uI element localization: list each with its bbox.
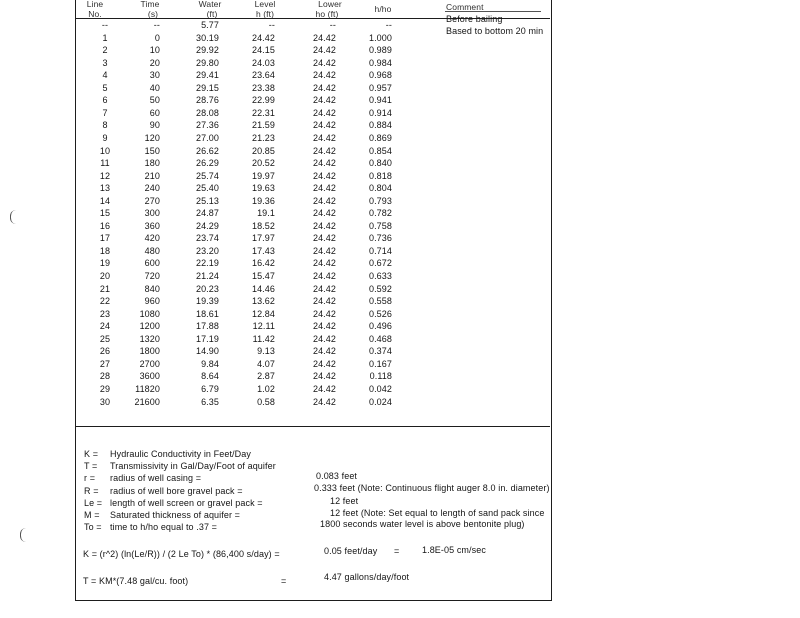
cell-ratio: 0.672 bbox=[368, 258, 392, 269]
cell-line: 13 bbox=[99, 183, 111, 194]
cell-lower: 24.42 bbox=[312, 120, 336, 131]
cell-water: 26.29 bbox=[195, 158, 219, 169]
cell-water: 6.35 bbox=[201, 396, 219, 407]
cell-lower: 24.42 bbox=[312, 70, 336, 81]
cell-level: 23.38 bbox=[251, 82, 275, 93]
cell-level: -- bbox=[268, 20, 275, 30]
cell-time: 180 bbox=[144, 158, 160, 169]
cell-lower: 24.42 bbox=[312, 145, 336, 156]
cell-line: 6 bbox=[102, 95, 108, 106]
cell-line: 19 bbox=[99, 258, 111, 269]
cell-water: 26.62 bbox=[195, 145, 219, 156]
cell-water: 29.15 bbox=[195, 82, 219, 93]
col-header-level: Level bbox=[254, 0, 276, 9]
definition-text: Hydraulic Conductivity in Feet/Day bbox=[110, 449, 251, 459]
comment-1: Before bailing bbox=[446, 14, 503, 24]
col-header-level-unit: h (ft) bbox=[255, 9, 275, 19]
cell-lower: 24.42 bbox=[312, 358, 336, 369]
cell-line: 25 bbox=[99, 333, 111, 344]
col-header-comment: Comment bbox=[446, 2, 484, 12]
cell-level: 19.63 bbox=[251, 183, 275, 194]
cell-ratio: 0.468 bbox=[368, 333, 392, 344]
cell-lower: 24.42 bbox=[312, 95, 336, 106]
cell-ratio: -- bbox=[385, 20, 392, 30]
cell-lower: 24.42 bbox=[312, 296, 336, 307]
definition-symbol: Le = bbox=[84, 497, 103, 508]
cell-ratio: 0.818 bbox=[368, 170, 392, 181]
k-value: 0.05 feet/day bbox=[324, 546, 378, 556]
k-formula: K = (r^2) (ln(Le/R)) / (2 Le To) * (86,400 s/day) = bbox=[83, 549, 280, 559]
def-value-r: 0.083 feet bbox=[316, 471, 358, 481]
cell-lower: 24.42 bbox=[312, 371, 336, 382]
cell-time: 360 bbox=[144, 220, 160, 231]
cell-time: 1800 bbox=[139, 346, 160, 357]
cell-level: 24.15 bbox=[251, 45, 275, 56]
cell-ratio: 0.854 bbox=[368, 145, 392, 156]
cell-ratio: 0.804 bbox=[368, 183, 392, 194]
cell-water: 29.41 bbox=[195, 70, 219, 81]
comment-2: Based to bottom 20 min bbox=[446, 26, 544, 36]
cell-ratio: 0.042 bbox=[368, 383, 392, 394]
cell-time: 210 bbox=[144, 170, 160, 181]
cell-lower: 24.42 bbox=[312, 271, 336, 281]
cell-lower: 24.42 bbox=[312, 82, 336, 93]
cell-water: 17.19 bbox=[195, 333, 219, 344]
cell-ratio: 0.968 bbox=[368, 70, 392, 81]
cell-ratio: 0.714 bbox=[368, 245, 392, 256]
scan-mark-bottom bbox=[20, 528, 31, 542]
col-header-time: Time bbox=[140, 0, 160, 9]
cell-time: 11820 bbox=[135, 383, 160, 394]
def-value-Le: 12 feet bbox=[330, 496, 359, 506]
cell-water: 28.76 bbox=[195, 95, 219, 106]
cell-water: 14.90 bbox=[195, 346, 219, 357]
t-formula: T = KM*(7.48 gal/cu. foot) bbox=[83, 576, 189, 586]
cell-lower: 24.42 bbox=[312, 170, 336, 181]
definition-text: length of well screen or gravel pack = bbox=[110, 497, 263, 508]
cell-time: 2700 bbox=[139, 358, 160, 369]
k-equals: = bbox=[394, 546, 400, 556]
cell-line: 21 bbox=[99, 283, 111, 294]
cell-lower: 24.42 bbox=[312, 57, 336, 68]
cell-ratio: 0.592 bbox=[368, 283, 392, 294]
cell-time: 600 bbox=[144, 258, 160, 269]
cell-time: 960 bbox=[144, 296, 160, 307]
col-header-time-unit: (s) bbox=[147, 9, 159, 19]
cell-water: 9.84 bbox=[201, 358, 219, 369]
cell-ratio: 0.526 bbox=[368, 308, 392, 319]
cell-level: 9.13 bbox=[257, 346, 275, 357]
cell-water: 17.88 bbox=[195, 321, 219, 332]
cell-water: 25.40 bbox=[195, 183, 219, 194]
t-equals: = bbox=[281, 576, 287, 586]
definition-symbol: T = bbox=[84, 461, 98, 472]
cell-lower: 24.42 bbox=[312, 283, 336, 294]
cell-line: -- bbox=[101, 20, 109, 30]
cell-lower: 24.42 bbox=[312, 333, 336, 344]
cell-level: 21.23 bbox=[251, 132, 275, 143]
cell-line: 12 bbox=[99, 170, 111, 181]
cell-level: 12.11 bbox=[252, 321, 275, 332]
cell-time: 30 bbox=[149, 70, 160, 81]
cell-ratio: 0.782 bbox=[368, 208, 392, 219]
cell-level: 19.36 bbox=[251, 195, 275, 206]
cell-water: 27.36 bbox=[195, 120, 219, 131]
cell-water: 6.79 bbox=[201, 383, 219, 394]
cell-line: 26 bbox=[99, 346, 111, 357]
cell-line: 5 bbox=[102, 82, 108, 93]
definition-text: Transmissivity in Gal/Day/Foot of aquifer bbox=[110, 461, 276, 472]
cell-line: 23 bbox=[99, 308, 111, 319]
cell-time: 1080 bbox=[139, 308, 160, 319]
cell-level: 2.87 bbox=[257, 371, 275, 382]
cell-line: 30 bbox=[99, 396, 111, 407]
cell-water: 5.77 bbox=[201, 20, 219, 30]
cell-level: 16.42 bbox=[251, 258, 275, 269]
cell-level: 14.46 bbox=[251, 283, 275, 294]
cell-line: 27 bbox=[99, 358, 111, 369]
cell-water: 19.39 bbox=[195, 296, 219, 307]
cell-time: -- bbox=[153, 20, 160, 30]
cell-time: 420 bbox=[144, 233, 160, 244]
definition-symbol: r = bbox=[84, 473, 96, 484]
col-header-lower: Lower bbox=[318, 0, 342, 9]
definition-text: radius of well casing = bbox=[110, 473, 202, 484]
cell-lower: 24.42 bbox=[312, 158, 336, 169]
definition-text: Saturated thickness of aquifer = bbox=[110, 510, 241, 520]
cell-level: 24.42 bbox=[251, 32, 275, 43]
cell-ratio: 0.840 bbox=[368, 158, 392, 169]
cell-water: 23.74 bbox=[195, 233, 219, 244]
cell-ratio: 0.941 bbox=[368, 95, 392, 106]
cell-ratio: 0.869 bbox=[368, 132, 392, 143]
cell-level: 20.52 bbox=[251, 158, 275, 169]
cell-water: 8.64 bbox=[201, 371, 219, 382]
section-rule bbox=[75, 426, 550, 427]
cell-water: 24.29 bbox=[195, 220, 219, 231]
cell-level: 19.97 bbox=[251, 170, 275, 181]
cell-level: 18.52 bbox=[251, 220, 275, 231]
cell-lower: 24.42 bbox=[312, 183, 336, 194]
cell-lower: 24.42 bbox=[312, 258, 336, 269]
cell-line: 16 bbox=[99, 220, 111, 231]
k-alt-value: 1.8E-05 cm/sec bbox=[422, 545, 486, 555]
cell-ratio: 0.793 bbox=[368, 195, 392, 206]
cell-level: 4.07 bbox=[257, 358, 275, 369]
cell-line: 29 bbox=[99, 383, 111, 394]
cell-water: 22.19 bbox=[195, 258, 219, 269]
cell-lower: 24.42 bbox=[312, 321, 336, 332]
cell-water: 25.74 bbox=[195, 170, 219, 181]
cell-time: 40 bbox=[149, 82, 160, 93]
cell-lower: 24.42 bbox=[312, 107, 336, 118]
cell-time: 3600 bbox=[139, 371, 160, 382]
cell-lower: 24.42 bbox=[312, 245, 336, 256]
cell-time: 10 bbox=[149, 45, 160, 56]
cell-level: 13.62 bbox=[251, 296, 275, 307]
cell-line: 4 bbox=[102, 70, 108, 81]
col-header-lower-unit: ho (ft) bbox=[315, 9, 339, 19]
cell-water: 20.23 bbox=[195, 283, 219, 294]
cell-line: 28 bbox=[99, 371, 111, 382]
cell-level: 22.99 bbox=[251, 95, 275, 106]
cell-level: 15.47 bbox=[251, 271, 275, 281]
cell-level: 0.58 bbox=[257, 396, 275, 407]
cell-lower: 24.42 bbox=[312, 383, 336, 394]
cell-level: 24.03 bbox=[251, 57, 275, 68]
definition-symbol: K = bbox=[84, 449, 99, 459]
cell-time: 120 bbox=[144, 132, 160, 143]
cell-line: 17 bbox=[99, 233, 111, 244]
cell-ratio: 0.118 bbox=[369, 371, 392, 382]
cell-lower: 24.42 bbox=[312, 233, 336, 244]
cell-line: 8 bbox=[102, 120, 108, 131]
cell-lower: -- bbox=[329, 20, 336, 30]
cell-ratio: 0.758 bbox=[368, 220, 392, 231]
cell-water: 21.24 bbox=[195, 271, 219, 281]
cell-time: 300 bbox=[144, 208, 160, 219]
cell-ratio: 0.957 bbox=[368, 82, 392, 93]
definition-symbol: M = bbox=[84, 510, 100, 520]
cell-level: 12.84 bbox=[251, 308, 275, 319]
cell-time: 240 bbox=[144, 183, 160, 194]
cell-level: 17.43 bbox=[251, 245, 275, 256]
cell-ratio: 0.633 bbox=[368, 271, 392, 281]
cell-ratio: 0.736 bbox=[368, 233, 392, 244]
col-header-ratio: h/ho bbox=[374, 4, 392, 14]
cell-lower: 24.42 bbox=[312, 132, 336, 143]
cell-time: 480 bbox=[144, 245, 160, 256]
cell-level: 11.42 bbox=[252, 333, 275, 344]
cell-water: 27.00 bbox=[195, 132, 219, 143]
cell-line: 10 bbox=[99, 145, 111, 156]
cell-water: 28.08 bbox=[195, 107, 219, 118]
def-value-R: 0.333 feet (Note: Continuous flight auger 8.0 in. diameter) bbox=[314, 483, 550, 493]
cell-ratio: 0.496 bbox=[368, 321, 392, 332]
cell-water: 29.80 bbox=[195, 57, 219, 68]
cell-ratio: 0.914 bbox=[368, 107, 392, 118]
cell-time: 20 bbox=[149, 57, 160, 68]
cell-time: 720 bbox=[144, 271, 160, 281]
cell-line: 1 bbox=[102, 32, 108, 43]
cell-lower: 24.42 bbox=[312, 208, 336, 219]
cell-lower: 24.42 bbox=[312, 45, 336, 56]
cell-water: 25.13 bbox=[195, 195, 219, 206]
cell-line: 2 bbox=[102, 45, 108, 56]
cell-time: 150 bbox=[144, 145, 160, 156]
cell-level: 19.1 bbox=[257, 208, 275, 219]
cell-ratio: 1.000 bbox=[368, 32, 392, 43]
cell-lower: 24.42 bbox=[312, 396, 336, 407]
cell-line: 24 bbox=[99, 321, 111, 332]
cell-lower: 24.42 bbox=[312, 220, 336, 231]
cell-level: 22.31 bbox=[251, 107, 275, 118]
cell-ratio: 0.167 bbox=[368, 358, 392, 369]
cell-time: 0 bbox=[154, 32, 160, 43]
col-header-water: Water bbox=[198, 0, 222, 9]
cell-water: 18.61 bbox=[195, 308, 219, 319]
cell-line: 7 bbox=[102, 107, 108, 118]
cell-water: 23.20 bbox=[195, 245, 219, 256]
cell-level: 23.64 bbox=[251, 70, 275, 81]
cell-lower: 24.42 bbox=[312, 32, 336, 43]
col-header-line: Line bbox=[86, 0, 104, 9]
scan-mark-top bbox=[10, 210, 21, 224]
cell-line: 14 bbox=[99, 195, 111, 206]
cell-lower: 24.42 bbox=[312, 346, 336, 357]
t-value: 4.47 gallons/day/foot bbox=[324, 572, 410, 582]
cell-line: 18 bbox=[99, 245, 111, 256]
cell-level: 1.02 bbox=[257, 383, 275, 394]
col-header-water-unit: (ft) bbox=[206, 9, 218, 19]
definition-text: time to h/ho equal to .37 = bbox=[110, 522, 218, 533]
def-value-To: 1800 seconds water level is above bentonite plug) bbox=[320, 519, 525, 529]
cell-ratio: 0.884 bbox=[368, 120, 392, 131]
def-value-M: 12 feet (Note: Set equal to length of sand pack since bbox=[330, 508, 545, 518]
cell-water: 30.19 bbox=[195, 32, 219, 43]
definition-text: radius of well bore gravel pack = bbox=[110, 485, 243, 496]
cell-time: 90 bbox=[149, 120, 160, 131]
cell-ratio: 0.558 bbox=[368, 296, 392, 307]
cell-line: 15 bbox=[99, 208, 111, 219]
cell-lower: 24.42 bbox=[312, 195, 336, 206]
definition-symbol: R = bbox=[84, 485, 99, 496]
cell-time: 60 bbox=[149, 107, 160, 118]
cell-level: 20.85 bbox=[251, 145, 275, 156]
cell-time: 270 bbox=[144, 195, 160, 206]
cell-time: 840 bbox=[144, 283, 160, 294]
cell-ratio: 0.984 bbox=[368, 57, 392, 68]
cell-time: 1320 bbox=[139, 333, 160, 344]
cell-ratio: 0.374 bbox=[368, 346, 392, 357]
cell-line: 22 bbox=[99, 296, 111, 307]
definition-symbol: To = bbox=[84, 522, 102, 533]
cell-level: 21.59 bbox=[251, 120, 275, 131]
col-header-line-no: No. bbox=[88, 9, 102, 19]
cell-line: 11 bbox=[100, 158, 110, 169]
cell-ratio: 0.024 bbox=[368, 396, 392, 407]
cell-time: 1200 bbox=[139, 321, 160, 332]
cell-line: 9 bbox=[102, 132, 108, 143]
cell-line: 3 bbox=[102, 57, 108, 68]
cell-level: 17.97 bbox=[251, 233, 275, 244]
cell-water: 29.92 bbox=[195, 45, 219, 56]
cell-lower: 24.42 bbox=[312, 308, 336, 319]
cell-time: 50 bbox=[149, 95, 160, 106]
cell-line: 20 bbox=[99, 271, 111, 281]
cell-time: 21600 bbox=[134, 396, 160, 407]
cell-water: 24.87 bbox=[195, 208, 219, 219]
cell-ratio: 0.989 bbox=[368, 45, 392, 56]
